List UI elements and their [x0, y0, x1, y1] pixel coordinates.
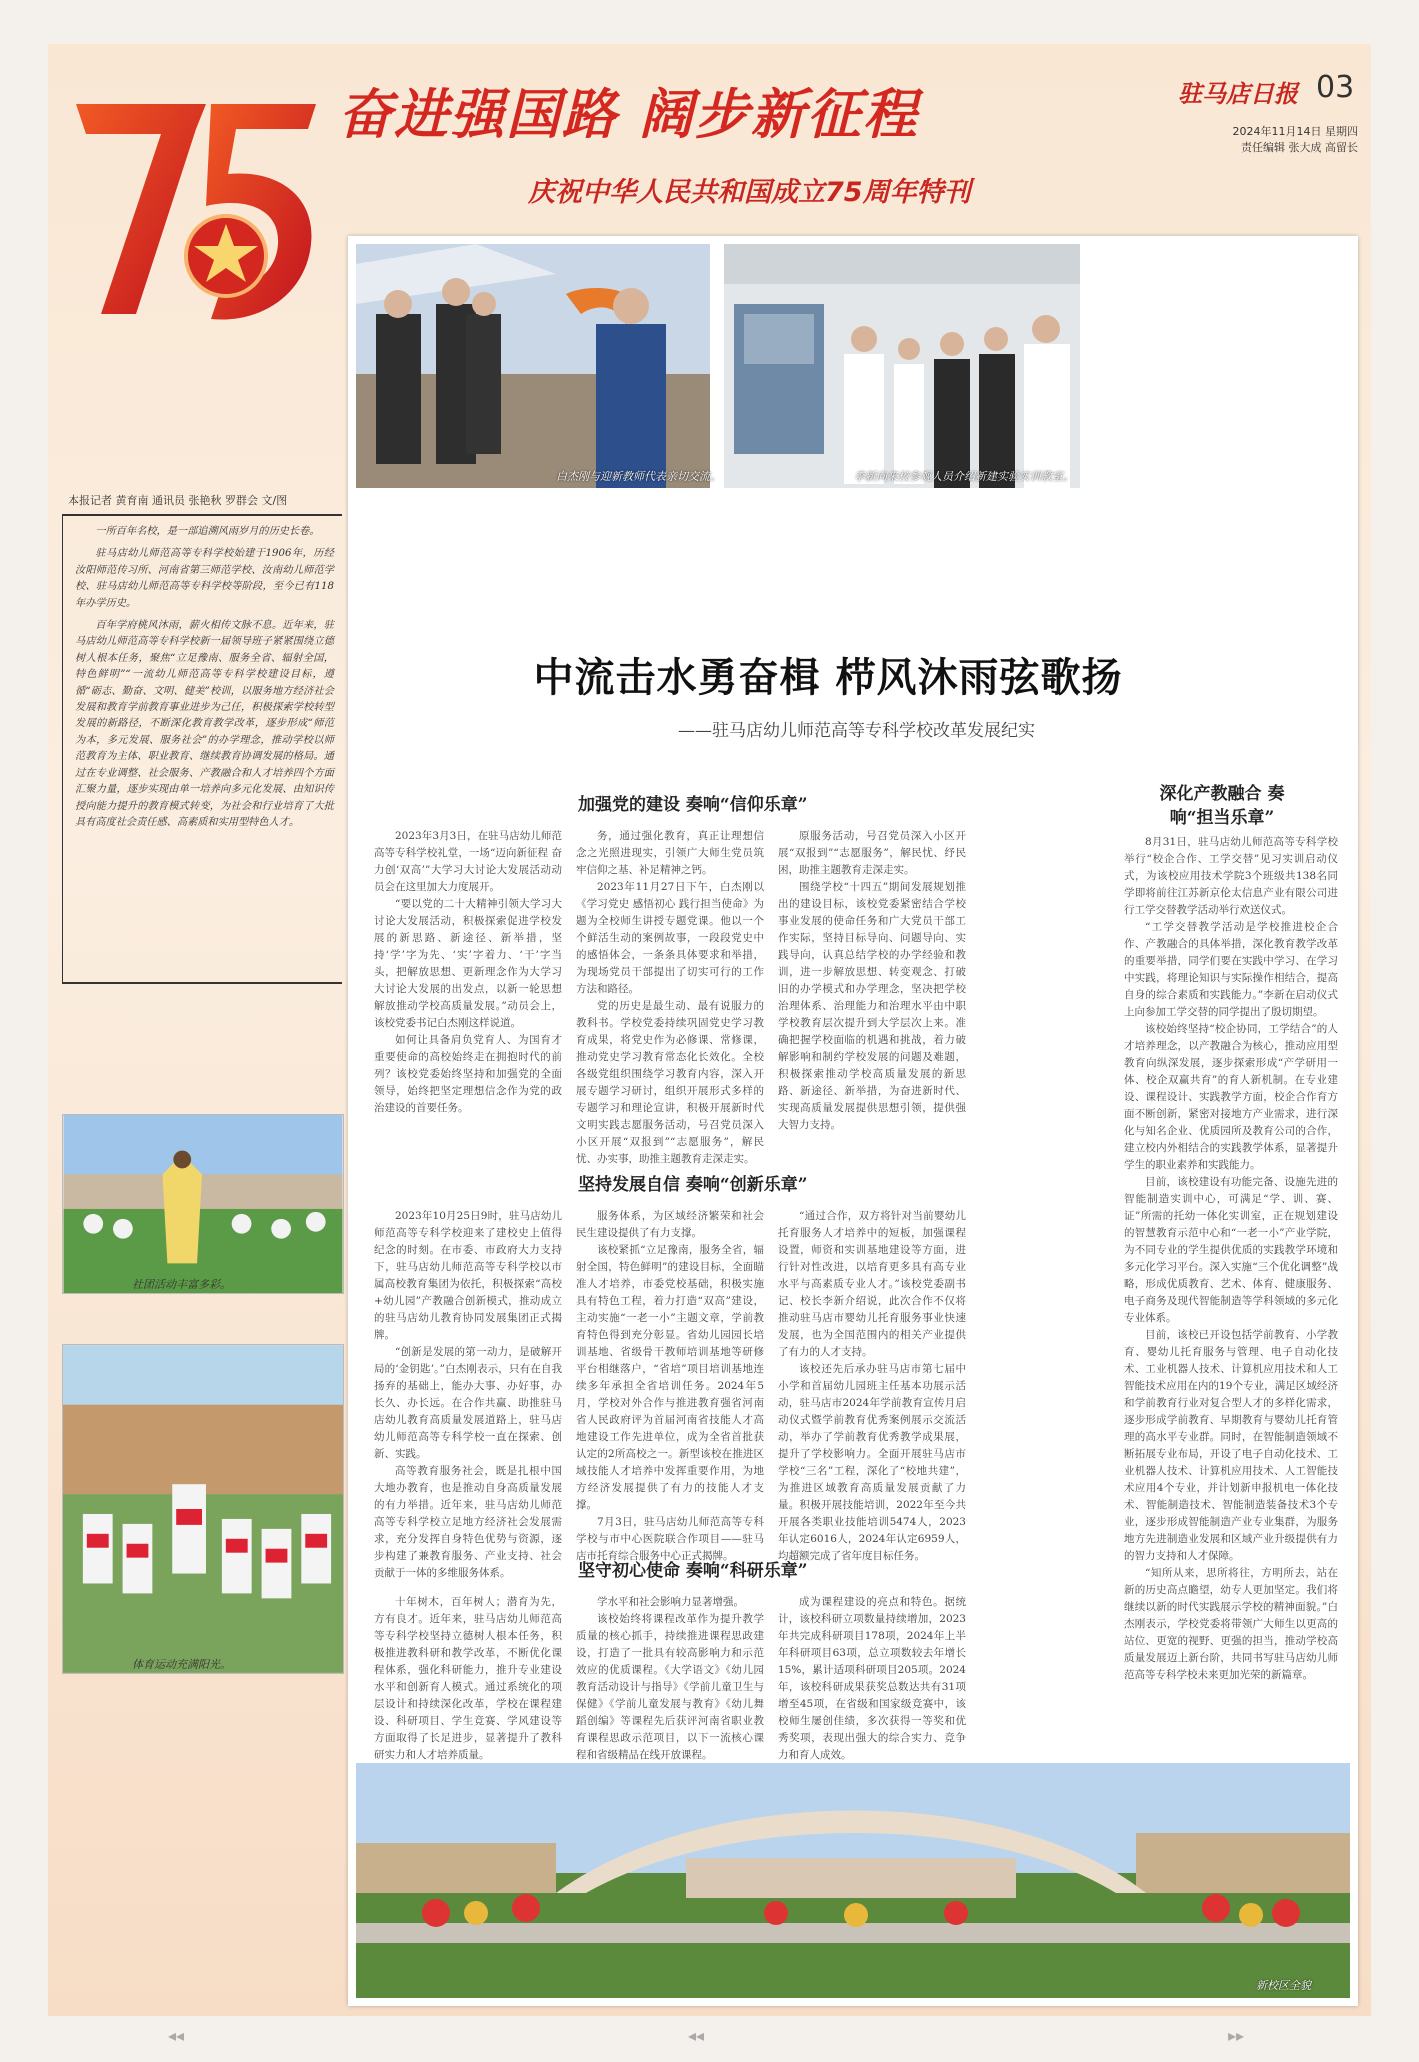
article-column: [778, 828, 966, 1166]
sports-photo: [62, 1344, 344, 1672]
paragraph: 党的历史是最生动、最有说服力的教科书。学校党委持续巩固党史学习教育成果，将党史作为必修课、常修课，推动党史学习教育常态化长效化。全校各级党组织围绕学习教育内容，深入开展专题学习研讨，组织开展形式多样的专题学习和理论宣讲，积极开展新时代文明实践志愿服务活动，号召党员深入小区开展“双报到”“志愿服务”，解民忧、办实事，助推主题教育走深走实。: [576, 1000, 764, 1165]
club-activity-photo: [62, 1114, 344, 1292]
page-footer-marks: [48, 2016, 1371, 2062]
paragraph: 十年树木，百年树人；潜育为先，方有良才。近年来，驻马店幼儿师范高等专科学校坚持立德树人根本任务，积极推进教科研和教学改革，不断优化课程体系，强化科研能力，推升专业建设水平和创新育人模式。通过系统化的项层设计和持续深化改革，学校在课程建设、科研项目、学生竞赛、学风建设等方面取得了长足进步，显著提升了教科研实力和人才培养质量。: [374, 1596, 562, 1761]
paragraph: “工学交替教学活动是学校推进校企合作、产教融合的具体举措，深化教育教学改革的重要举措，同学们要在实践中学习、在学习中实践，将理论知识与实际操作相结合，提高自身的综合素质和实践能力。”李新在启动仪式上向参加工学交替的同学提出了殷切期望。: [1124, 921, 1338, 1018]
paragraph: 如何让具备肩负党育人、为国育才重要使命的高校始终走在拥抱时代的前列？该校党委始终坚持和加强党的全面领导，始终把坚定理想信念作为党的政治建设的首要任务。: [374, 1034, 562, 1114]
newspaper-name: 驻马店日报: [1178, 79, 1298, 108]
paragraph: “创新是发展的第一动力，是破解开局的‘金钥匙’。”白杰刚表示，只有在自我扬弃的基础上，能办大事、办好事，办长久、办长远。在合作共赢、助推驻马店幼儿教育高质量发展道路上，驻马店幼儿师范高等专科学校一直在探索、创新、实践。: [374, 1346, 562, 1460]
article-column: [576, 1208, 764, 1562]
newspaper-page: [48, 44, 1371, 2016]
paragraph: 成为课程建设的亮点和特色。据统计，该校科研立项数量持续增加，2023年共完成科研项目178项，2024年上半年科研项目63项，总立项数较去年增长15%，累计适项科研项目205项。2024年，该校科研成果获奖总数达共有31项增至45项，在省级和国家级竞赛中，该校师生屡创佳绩，多次获得一等奖和优秀奖项，表现出强大的综合实力、竞争力和育人成效。: [778, 1596, 966, 1761]
photo-caption: 李新向来校参观人员介绍新建实验实训教室。: [854, 470, 1074, 483]
paragraph: “知所从来，思所将往，方明所去，站在新的历史高点瞻望，幼专人更加坚定。我们将继续以新的时代实践展示学校的精神面貌。”白杰刚表示，学校党委将带领广大师生以更高的站位、更宽的视野、更强的担当，推动学校高质量发展迈上新台阶，共同书写驻马店幼儿师范高等专科学校未来更加光荣的新篇章。: [1124, 1567, 1338, 1681]
page-number: 03: [1316, 70, 1355, 105]
article-column: [778, 1594, 966, 1761]
teacher-exchange-photo: [356, 244, 721, 488]
section-title: 坚持发展自信 奏响“创新乐章”: [578, 1175, 808, 1195]
paragraph: 高等教育服务社会，既是扎根中国大地办教育，也是推动自身高质量发展的有力举措。近年来，驻马店幼儿师范高等专科学校立足地方经济社会发展需求，充分发挥自身特色优势与资源，逐步构建了兼教育服务、产业支持、社会贡献于一体的多维服务体系。: [374, 1465, 562, 1579]
section-title: 坚守初心使命 奏响“科研乐章”: [578, 1561, 808, 1581]
photo-caption: 新校区全貌: [1256, 1979, 1311, 1992]
paragraph: 服务体系，为区域经济繁荣和社会民生建设提供了有力支撑。: [576, 1210, 764, 1239]
article-headline: 中流击水勇奋楫 栉风沐雨弦歌扬: [533, 654, 1123, 701]
photo-caption: 白杰刚与迎新教师代表亲切交流。: [556, 470, 721, 483]
article-deck: ——驻马店幼儿师范高等专科学校改革发展纪实: [678, 721, 1035, 741]
intro-paragraph: 百年学府桃风沐雨，薪火相传文脉不息。近年来，驻马店幼儿师范高等专科学校新一届领导班子紧紧围绕立德树人根本任务，聚焦“立足豫南、服务全省、辐射全国，特色鲜明”“一流幼儿师范高等专科学校建设目标，遵循“砺志、勤奋、文明、健美”校训，以服务地方经济社会发展和教育学前教育事业进步为己任，积极探索学校转型发展的新路径，不断深化教育教学改革，逐步形成“师范为本，多元发展、服务社会”的办学理念，推动学校以师范教育为主体、职业教育、继续教育协调发展的格局。通过在专业调整、社会服务、产教融合和人才培养四个方面汇聚力量，逐步实现由单一培养向多元化发展、由知识传授向能力提升的教育模式转变，为社会和行业培育了大批具有高度社会责任感、高素质和实用型特色人才。: [75, 620, 334, 828]
byline: 本报记者 黄育南 通讯员 张艳秋 罗群会 文/图: [68, 494, 288, 507]
paragraph: 2023年3月3日，在驻马店幼儿师范高等专科学校礼堂，一场“迈向新征程 奋力创‘双高’”大学习大讨论大发展活动动员会在这里加大力度展开。: [374, 830, 562, 893]
lab-visit-image: [724, 244, 1080, 488]
chevron-left-icon: ◂◂: [688, 2026, 705, 2045]
campus-photo: [356, 1763, 1350, 1998]
intro-box: [62, 514, 342, 984]
paragraph: “要以党的二十大精神引领大学习大讨论大发展活动，积极探索促进学校发展的新思路、新途径、新举措，坚持‘学’字为先、‘实’字着力、‘干’字当头，把解放思想、更新理念作为大学习大讨论大发展的出发点，以新一轮思想解放推动学校高质量发展。”动员会上，该校党委书记白杰刚这样说道。: [374, 898, 562, 1029]
photo-caption: 社团活动丰富多彩。: [132, 1278, 231, 1291]
paragraph: 2023年10月25日9时，驻马店幼儿师范高等专科学校迎来了建校史上值得纪念的时刻。在市委、市政府大力支持下，驻马店幼儿师范高等专科学校以市属高校教育集团为依托，积极探索“高校+幼儿园”产教融合创新模式，推动成立的驻马店幼儿教育协同发展集团正式揭牌。: [374, 1210, 562, 1341]
editors-line: 责任编辑 张大成 高留长: [1241, 141, 1358, 154]
paragraph: 7月3日，驻马店幼儿师范高等专科学校与市中心医院联合作项目——驻马店市托育综合服务中心正式揭牌。: [576, 1516, 764, 1562]
issue-date: 2024年11月14日 星期四: [1232, 125, 1358, 138]
paragraph: 该校始终坚持“校企协同，工学结合”的人才培养理念，以产教融合为核心，推动应用型教育向纵深发展，逐步探索形成“产学研用一体、校企双赢共育”的育人新机制。在专业建设、课程设计、实践教学方面，校企合作育方面不断创新，紧密对接地方产业需求，进行深化与知名企业、优质园所及教育公司的合作，建立校内外相结合的实践教学体系，显著提升学生的职业素养和实践能力。: [1124, 1023, 1338, 1171]
article-column: [576, 1594, 764, 1761]
intro-paragraph: 一所百年名校，是一部追溯风雨岁月的历史长卷。: [95, 526, 320, 537]
paragraph: 目前，该校建设有功能完备、设施先进的智能制造实训中心，可满足“学、训、赛、证”所需的托幼一体化实训室，正在规划建设的智慧教育示范中心和“一老一小”产业学院，为不同专业的学生提供优质的实践教学环境和多元化学习平台。深入实施“三个优化调整”战略，形成优质教育、艺术、体育、健康服务、电子商务及现代智能制造等学科领域的多元化专业体系。: [1124, 1176, 1338, 1324]
paragraph: “通过合作，双方将针对当前婴幼儿托育服务人才培养中的短板，加强课程设置，师资和实训基地建设等方面，进行针对性改进，以培育更多具有高专业水平与高素质专业人才。”该校党委副书记、校长李新介绍说，此次合作不仅将推动驻马店市婴幼儿托育服务事业快速发展，也为全国范围内的相关产业提供了有力的人才支持。: [778, 1210, 966, 1358]
paragraph: 目前，该校已开设包括学前教育、小学教育、婴幼儿托育服务与管理、电子自动化技术、工业机器人技术、计算机应用技术和人工智能技术应用在内的19个专业，满足区域经济和学前教育行业对复合型人才的多样化需求，逐步形成学前教育、早期教育与婴幼儿托育管理的高水平专业群。同时，在智能制造领域不断拓展专业布局，开设了电子自动化技术、工业机器人技术、计算机应用技术、人工智能技术应用4个专业，并计划新申报机电一体化技术、智能制造技术、智能制造装备技术3个专业，逐步形成智能制造产业专业集群，为服务地方先进制造业发展和区域产业升级提供有力的智力支持和人才保障。: [1124, 1329, 1338, 1562]
paragraph: 8月31日，驻马店幼儿师范高等专科学校举行“校企合作、工学交替”见习实训启动仪式，为该校应用技术学院3个班级共138名同学即将前往江苏新京伦太信息产业有限公司进行工学交替教学活动举行欢送仪式。: [1124, 836, 1338, 916]
paragraph: 学水平和社会影响力显著增强。: [597, 1596, 744, 1608]
special-edition-title: 庆祝中华人民共和国成立75周年特刊: [528, 177, 971, 208]
lab-visit-photo: [724, 244, 1080, 488]
chevron-right-icon: ▸▸: [1228, 2026, 1245, 2045]
article-column: [1124, 834, 1338, 1746]
paragraph: 该校紧抓“立足豫南，服务全省，辐射全国，特色鲜明”的建设目标，全面瞄准人才培养，市委党校基础，积极实施具有特色工程，着力打造“双高”建设，主动实施“一老一小”主题文章，学前教育特色得到充分彰显。省幼儿园园长培训基地、省级骨干教师培训基地等研修平台相继落户，“省培”项目培训基地连续多年承担全省培训任务。2024年5月，学校对外合作与推进教育强省河南省人民政府评为首届河南省技能人才高地建设工作先进单位，成为全省首批获认定的2所高校之一。新型该校在推进区域技能人才培养中发挥重要作用，为地方经济发展提供了有力的技能人才支撑。: [576, 1244, 764, 1511]
article-column: [576, 828, 764, 1166]
photo-caption: 体育运动充满阳光。: [132, 1658, 231, 1671]
chevron-left-icon: ◂◂: [168, 2026, 185, 2045]
paragraph: 原服务活动，号召党员深入小区开展“双报到”“志愿服务”，解民忧、纾民困，助推主题教育走深走实。: [778, 830, 966, 876]
article-column: [778, 1208, 966, 1562]
intro-paragraph: 驻马店幼儿师范高等专科学校始建于1906年，历经汝阳师范传习所、河南省第三师范学校、汝南幼儿师范学校、驻马店幼儿师范高等专科学校等阶段，至今已有118年办学历史。: [75, 548, 334, 609]
sports-image: [62, 1344, 344, 1674]
section-title: 加强党的建设 奏响“信仰乐章”: [578, 795, 808, 815]
paragraph: 该校始终将课程改革作为提升教学质量的核心抓手，持续推进课程思政建设，打造了一批具有较高影响力和示范效应的优质课程。《大学语文》《幼儿园教育活动设计与指导》《学前儿童卫生与保健》《学前儿童发展与教育》《幼儿舞蹈创编》等课程先后获评河南省职业教育课程思政示范项目，以下一流核心课程和省级精品在线开放课程。: [576, 1613, 764, 1761]
anniversary-75-logo: [66, 84, 326, 334]
article-column: [374, 828, 562, 1166]
main-title: 奋进强国路 阔步新征程: [338, 83, 919, 146]
campus-image: [356, 1763, 1350, 1998]
club-activity-image: [62, 1114, 344, 1294]
dateline: [1198, 124, 1358, 156]
article-column: [374, 1208, 562, 1579]
paragraph: 围绕学校“十四五”期间发展规划推出的建设目标，该校党委紧密结合学校事业发展的使命任务和广大党员干部工作实际，坚持目标导向、问题导向、实践导向，认真总结学校的办学经验和教训，进一步解放思想、转变观念、打破旧的办学模式和办学理念，坚决把学校治理体系、治理能力和治理水平由中职学校教育层次提升到大学层次上来。准确把握学校面临的机遇和挑战，着力破解影响和制约学校发展的问题及难题，积极探索推动学校高质量发展的新思路、新途径、新举措，为奋进新时代、实现高质量发展提供思想引领，提供强大智力支持。: [778, 881, 966, 1131]
paragraph: 该校还先后承办驻马店市第七届中小学和首届幼儿园班主任基本功展示活动，驻马店市2024年学前教育宣传月启动仪式暨学前教育优秀案例展示交流活动，举办了学前教育优秀教学成果展，提升了学校影响力。全面开展驻马店市学校“三名”工程，深化了“校地共建”，为推进区域教育高质量发展贡献了力量。积极开展技能培训，2022年至今共开展各类职业技能培训5474人，2023年认定6016人，2024年认定6959人，均超额完成了省年度目标任务。: [778, 1363, 966, 1562]
paragraph: 2023年11月27日下午，白杰刚以《学习党史 感悟初心 践行担当使命》为题为全校师生讲授专题党课。他以一个个鲜活生动的案例故事，一段段党史中的感悟体会，一条条具体要求和举措，为现场党员干部提出了切实可行的工作方法和路径。: [576, 881, 764, 995]
section-title: 深化产教融合 奏响“担当乐章”: [1159, 784, 1285, 828]
teacher-exchange-image: [356, 244, 710, 488]
paragraph: 务，通过强化教育，真正让理想信念之光照进现实，引领广大师生党员筑牢信仰之基、补足精神之钙。: [576, 830, 764, 876]
article-column: [374, 1594, 562, 1761]
